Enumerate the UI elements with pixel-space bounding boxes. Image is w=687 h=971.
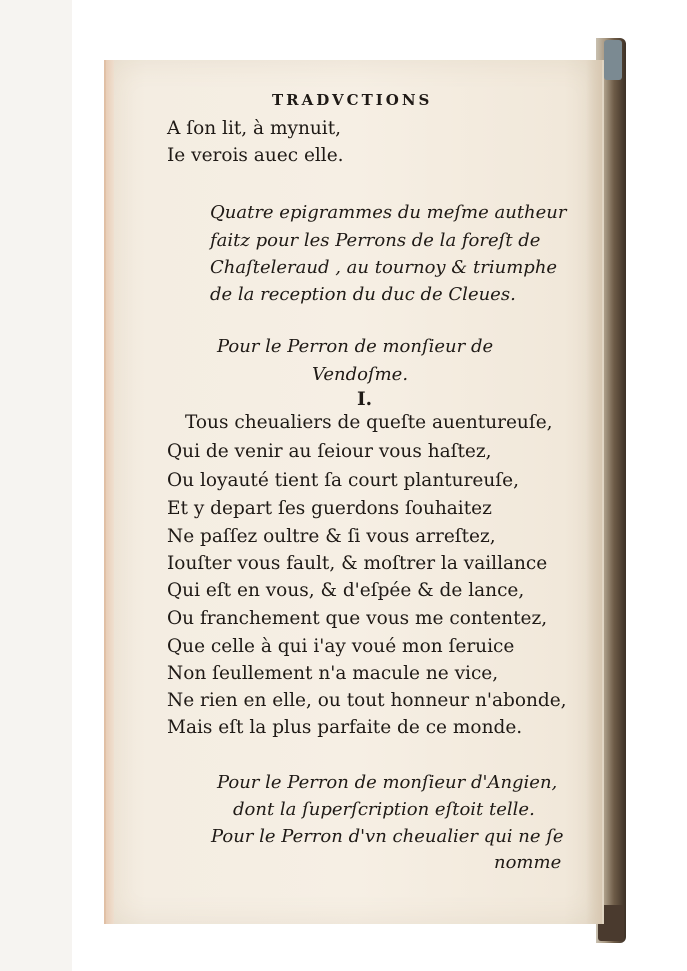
intro-line: Ie verois auec elle. bbox=[167, 145, 344, 166]
poem-line: Qui eſt en vous, & d'eſpée & de lance, bbox=[167, 580, 525, 601]
closing-line: nomme bbox=[494, 852, 562, 873]
poem-line: Ou franchement que vous me contentez, bbox=[167, 608, 548, 629]
binding-clasp bbox=[604, 40, 622, 80]
poem-line: Iouſter vous fault, & moſtrer la vaillance bbox=[167, 553, 548, 574]
poem-numeral: I. bbox=[357, 389, 373, 410]
closing-line: dont la ſuperſcription eſtoit telle. bbox=[233, 799, 535, 820]
page-edge-right bbox=[586, 60, 602, 924]
heading-line: Quatre epigrammes du meſme autheur bbox=[210, 202, 567, 223]
subheading-line: Pour le Perron de monſieur de bbox=[217, 336, 494, 357]
intro-line: A ſon lit, à mynuit, bbox=[167, 118, 342, 139]
poem-line: Ou loyauté tient ſa court plantureuſe, bbox=[167, 470, 519, 491]
poem-line: Qui de venir au ſeiour vous haſtez, bbox=[167, 441, 492, 462]
heading-line: de la reception du duc de Cleues. bbox=[210, 284, 516, 305]
closing-line: Pour le Perron de monſieur d'Angien, bbox=[217, 772, 558, 793]
running-header: TRADVCTIONS bbox=[272, 91, 433, 109]
poem-line: Non ſeullement n'a macule ne vice, bbox=[167, 663, 499, 684]
poem-line: Que celle à qui i'ay voué mon ſeruice bbox=[167, 636, 515, 657]
subheading-line: Vendoſme. bbox=[312, 364, 409, 385]
poem-line: Tous cheualiers de queſte auentureuſe, bbox=[185, 412, 553, 433]
closing-line: Pour le Perron d'vn cheualier qui ne ſe bbox=[211, 826, 564, 847]
poem-line: Mais eſt la plus parfaite de ce monde. bbox=[167, 717, 523, 738]
poem-line: Et y depart ſes guerdons ſouhaitez bbox=[167, 498, 492, 519]
poem-line: Ne rien en elle, ou tout honneur n'abonde, bbox=[167, 690, 567, 711]
book-page bbox=[104, 60, 604, 924]
page-edge-left bbox=[104, 60, 114, 924]
scan-background bbox=[0, 0, 72, 971]
heading-line: Chaſteleraud , au tournoy & triumphe bbox=[210, 257, 558, 278]
poem-line: Ne paſſez oultre & ſi vous arreſtez, bbox=[167, 526, 496, 547]
heading-line: faitz pour les Perrons de la foreſt de bbox=[210, 230, 541, 251]
